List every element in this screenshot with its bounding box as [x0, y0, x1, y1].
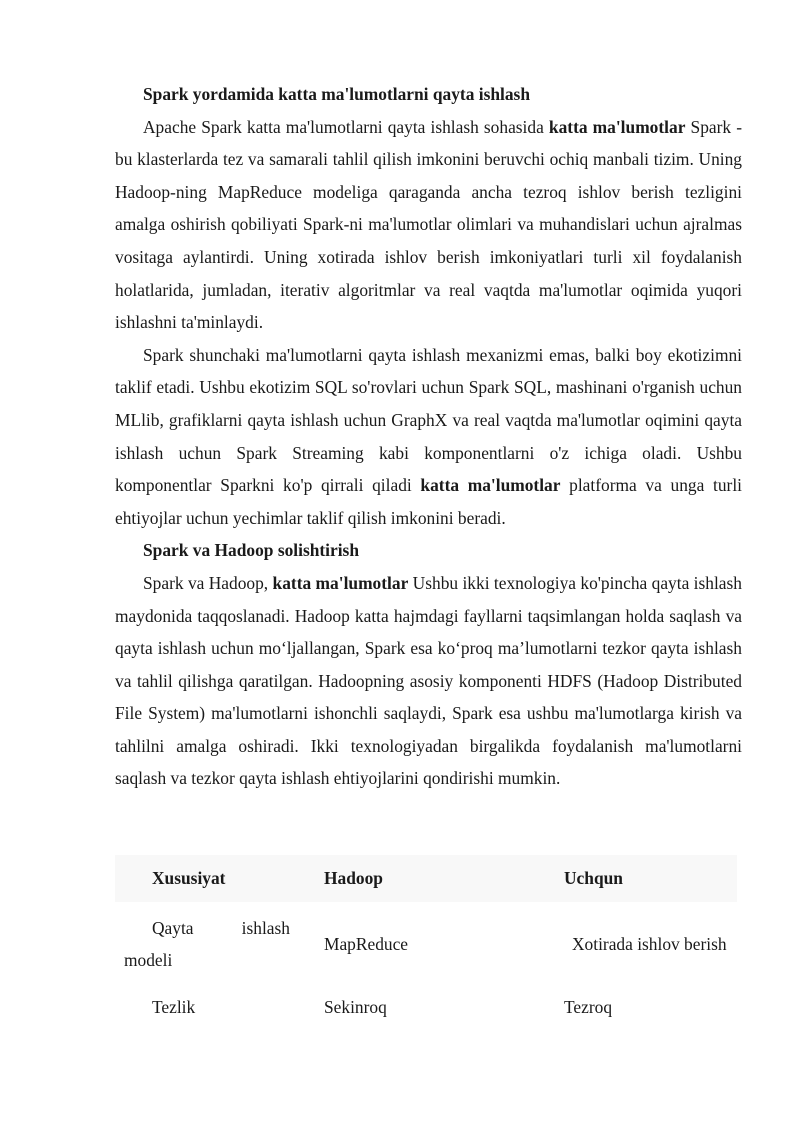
paragraph-text: platforma va unga turli ehtiyojlar uchun yechimlar taklif qilish imkonini beradi. — [115, 475, 742, 528]
paragraph-spark-ecosystem — [115, 339, 742, 535]
table-header-row — [115, 855, 737, 902]
paragraph-apache-spark — [115, 111, 742, 339]
bold-term: katta ma'lumotlar — [420, 475, 561, 496]
bold-term: katta ma'lumotlar — [548, 116, 686, 137]
table-header-cell: Hadoop — [324, 868, 383, 888]
table-cell: Qayta ishlash modeli — [124, 918, 290, 970]
paragraph-spark-hadoop-compare — [115, 567, 742, 795]
table-cell: Tezlik — [152, 997, 196, 1017]
table-cell: Sekinroq — [324, 997, 387, 1017]
paragraph-text: Spark shunchaki ma'lumotlarni qayta ishlash mexanizmi emas, balki boy ekotizimni taklif etadi. Ushbu ekotizim SQL so'rovlari uchun Spark SQL, mashinani o'rganish uchun MLlib, grafiklarni qayta ishlash uchun GraphX va real vaqtda ma'lumotlar oqimini qayta ishlash uchun Spark Streaming kabi komponentlarni o'z ichiga oladi. Ushbu komponentlar Sparkni ko'p qirrali qiladi — [115, 344, 742, 496]
paragraph-text: Spark - bu klasterlarda tez va samarali tahlil qilish imkonini beruvchi ochiq manbali tizim. Uning Hadoop-ning MapReduce modeliga qaraganda ancha tezroq ishlov berish tezligini amalga oshirish qobiliyati Spark-ni ma'lumotlar olimlari va muhandislari uchun ajralmas vositaga aylantirdi. Uning xotirada ishlov berish imkoniyatlari turli xil foydalanish holatlarida, jumladan, iterativ algoritmlar va real vaqtda ma'lumotlar oqimida yuqori ishlashni ta'minlaydi. — [115, 116, 742, 333]
table-header-cell: Xususiyat — [152, 868, 226, 888]
table-header-cell: Uchqun — [564, 868, 623, 888]
bold-term: katta ma'lumotlar — [272, 572, 409, 593]
comparison-table-wrapper — [115, 855, 737, 1058]
comparison-table — [115, 855, 737, 1058]
paragraph-text: Ushbu ikki texnologiya ko'pincha qayta ishlash maydonida taqqoslanadi. Hadoop katta hajmdagi fayllarni taqsimlangan holda saqlash va qayta ishlash uchun mo‘ljallangan, Spark esa ko‘proq ma’lumotlarni tezkor qayta ishlash va tahlil qilishga qaratilgan. Hadoopning asosiy komponenti HDFS (Hadoop Distributed File System) ma'lumotlarni ishonchli saqlaydi, Spark esa ushbu ma'lumotlarga kirish va tahlilni amalga oshiradi. Ikki texnologiyadan birgalikda foydalanish ma'lumotlarni saqlash va tezkor qayta ishlash ehtiyojlarini qondirishi mumkin. — [115, 572, 742, 789]
table-cell: Tezroq — [564, 997, 613, 1017]
document-body — [115, 78, 742, 795]
section-heading-spark-vs-hadoop: Spark va Hadoop solishtirish — [143, 540, 359, 561]
section-heading-spark-processing: Spark yordamida katta ma'lumotlarni qayta ishlash — [143, 84, 531, 104]
table-row — [115, 902, 737, 986]
paragraph-text: Spark va Hadoop, — [143, 572, 273, 593]
paragraph-text: Apache Spark katta ma'lumotlarni qayta ishlash sohasida — [143, 116, 549, 137]
table-cell: Xotirada ishlov berish — [572, 934, 727, 954]
table-cell: MapReduce — [324, 933, 409, 954]
table-row — [115, 986, 737, 1058]
